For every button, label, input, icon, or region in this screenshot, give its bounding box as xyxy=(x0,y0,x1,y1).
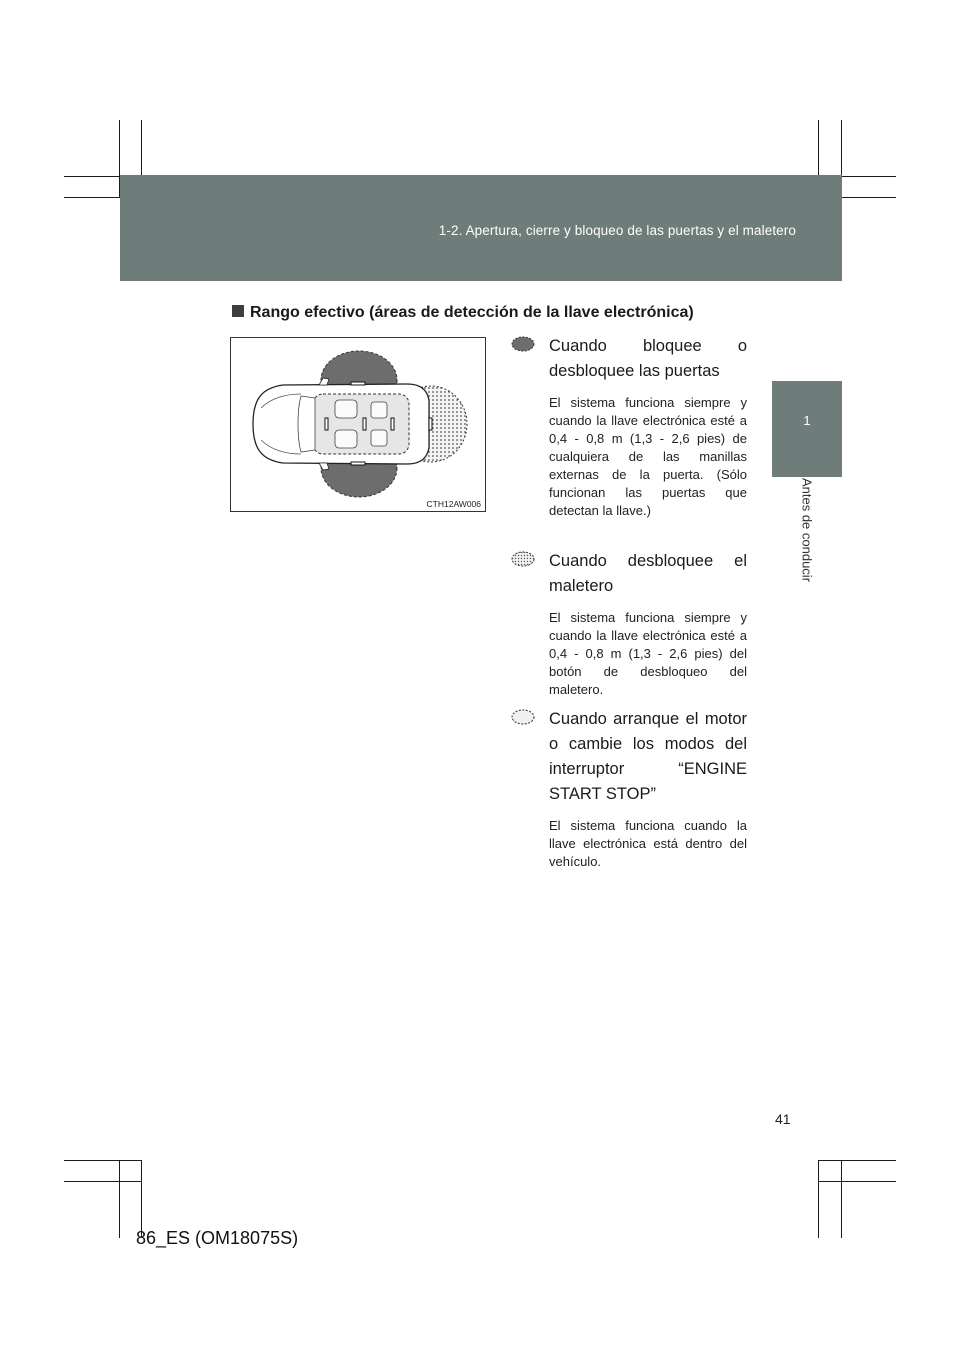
section-heading xyxy=(232,304,694,322)
antenna-marker xyxy=(363,418,366,430)
document-code: 86_ES (OM18075S) xyxy=(136,1228,299,1248)
dashed-oval-icon xyxy=(511,709,535,725)
front-seat-right xyxy=(335,430,357,448)
crop-mark xyxy=(818,1160,819,1238)
figure-code: CTH12AW006 xyxy=(426,499,481,509)
page-number: 41 xyxy=(775,1111,791,1127)
crop-mark xyxy=(818,1181,896,1182)
crop-mark xyxy=(119,1160,120,1238)
crop-mark xyxy=(818,1160,896,1161)
header-band xyxy=(120,175,842,281)
antenna-marker xyxy=(351,382,365,385)
antenna-marker xyxy=(351,462,365,465)
section-heading-text: Rango efectivo (áreas de detección de la llave electrónica) xyxy=(250,304,694,321)
crop-mark xyxy=(841,1160,842,1238)
item-title: Cuando bloquee o desbloquee las puertas xyxy=(549,337,747,380)
antenna-marker xyxy=(325,418,328,430)
item-description: El sistema funciona siempre y cuando la llave electrónica esté a 0,4 - 0,8 m (1,3 - 2,6 pies) del botón de desbloqueo del maletero. xyxy=(549,610,747,697)
chapter-number: 1 xyxy=(803,413,811,428)
rear-seat-left xyxy=(371,402,387,418)
car-windshield xyxy=(298,396,315,452)
detection-area-figure xyxy=(230,337,486,512)
side-mirror-left xyxy=(319,378,329,385)
item-description: El sistema funciona cuando la llave electrónica está dentro del vehículo. xyxy=(549,818,747,869)
crop-mark xyxy=(64,1181,142,1182)
car-top-view-diagram xyxy=(231,338,485,511)
item-title: Cuando desbloquee el maletero xyxy=(549,552,747,595)
antenna-marker xyxy=(391,418,394,430)
breadcrumb: 1-2. Apertura, cierre y bloqueo de las puertas y el maletero xyxy=(438,223,796,238)
dotted-oval-icon xyxy=(511,551,535,567)
item-title: Cuando arranque el motor o cambie los modos del interruptor “ENGINE START STOP” xyxy=(549,710,747,803)
crop-mark xyxy=(141,1160,142,1238)
front-seat-left xyxy=(335,400,357,418)
dark-filled-oval-icon xyxy=(511,336,535,352)
list-item xyxy=(511,549,747,699)
crop-mark xyxy=(64,1160,142,1161)
chapter-label: Antes de conducir xyxy=(799,477,815,583)
rear-seat-right xyxy=(371,430,387,446)
antenna-marker xyxy=(429,418,432,430)
list-item xyxy=(511,334,747,520)
chapter-tab xyxy=(772,381,842,477)
list-item xyxy=(511,707,747,871)
side-mirror-right xyxy=(319,463,329,470)
square-bullet-icon xyxy=(232,305,244,317)
item-description: El sistema funciona siempre y cuando la llave electrónica esté a 0,4 - 0,8 m (1,3 - 2,6 pies) de cualquiera de las manillas externas de la puerta. (Sólo funcionan las puertas que detectan la llave.) xyxy=(549,395,747,518)
